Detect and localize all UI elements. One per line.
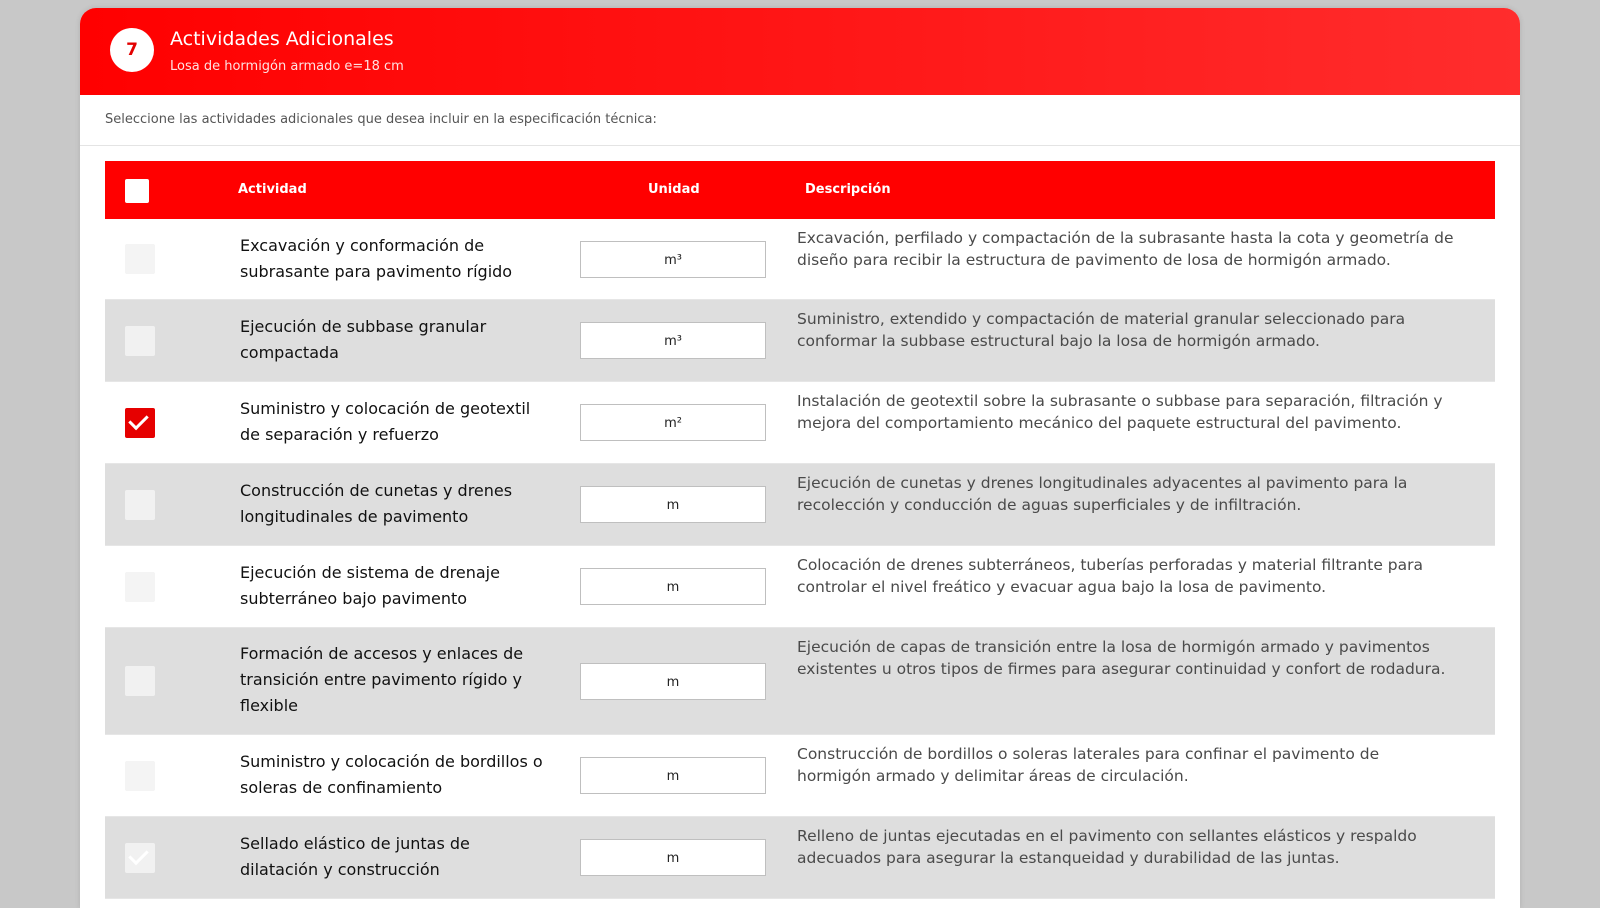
activity-name: Formación de accesos y enlaces de transición entre pavimento rígido y flexible [240, 644, 524, 715]
table-body [105, 219, 1495, 899]
unit-field[interactable]: m [580, 568, 766, 605]
unit-field[interactable]: m³ [580, 241, 766, 278]
column-header-description: Descripción [805, 182, 891, 197]
activity-name: Ejecución de sistema de drenaje subterráneo bajo pavimento [240, 563, 500, 608]
row-checkbox[interactable] [125, 761, 155, 791]
table-header [105, 161, 1495, 219]
activity-description: Construcción de bordillos o soleras laterales para confinar el pavimento de hormigón armado y delimitar áreas de circulación. [797, 745, 1380, 785]
row-checkbox[interactable] [125, 244, 155, 274]
unit-field[interactable]: m [580, 757, 766, 794]
activity-description: Colocación de drenes subterráneos, tuberías perforadas y material filtrante para controlar el nivel freático y evacuar agua bajo la losa de pavimento. [797, 556, 1424, 596]
row-checkbox[interactable] [125, 408, 155, 438]
activity-name: Construcción de cunetas y drenes longitudinales de pavimento [240, 481, 513, 526]
column-header-activity: Actividad [238, 182, 307, 197]
unit-field[interactable]: m [580, 663, 766, 700]
unit-field[interactable]: m³ [580, 322, 766, 359]
activity-name: Excavación y conformación de subrasante para pavimento rígido [240, 236, 513, 281]
activity-description: Suministro, extendido y compactación de material granular seleccionado para conformar la subbase estructural bajo la losa de hormigón armado. [797, 310, 1406, 350]
additional-activities-card [80, 8, 1520, 908]
activity-name: Ejecución de subbase granular compactada [240, 317, 487, 362]
section-subtitle: Losa de hormigón armado e=18 cm [170, 59, 404, 74]
unit-field[interactable]: m² [580, 404, 766, 441]
unit-field[interactable]: m [580, 486, 766, 523]
table-row [105, 628, 1495, 735]
row-checkbox[interactable] [125, 490, 155, 520]
table-row [105, 546, 1495, 628]
unit-field[interactable]: m [580, 839, 766, 876]
step-number-badge: 7 [110, 28, 154, 72]
activity-description: Ejecución de capas de transición entre la losa de hormigón armado y pavimentos existentes u otros tipos de firmes para asegurar continuidad y confort de rodadura. [797, 638, 1446, 678]
activity-description: Relleno de juntas ejecutadas en el pavimento con sellantes elásticos y respaldo adecuados para asegurar la estanqueidad y durabilidad de las juntas. [797, 827, 1417, 867]
row-checkbox[interactable] [125, 572, 155, 602]
row-checkbox[interactable] [125, 666, 155, 696]
table-row [105, 382, 1495, 464]
intro-text: Seleccione las actividades adicionales que desea incluir en la especificación técnica: [80, 95, 1520, 146]
activity-description: Instalación de geotextil sobre la subrasante o subbase para separación, filtración y mejora del comportamiento mecánico del paquete estructural del pavimento. [797, 392, 1443, 432]
activity-name: Suministro y colocación de geotextil de separación y refuerzo [240, 399, 531, 444]
section-title: Actividades Adicionales [170, 28, 394, 50]
row-checkbox[interactable] [125, 843, 155, 873]
activity-name: Suministro y colocación de bordillos o soleras de confinamiento [240, 752, 543, 797]
table-row [105, 464, 1495, 546]
table-row [105, 219, 1495, 300]
activity-name: Sellado elástico de juntas de dilatación y construcción [240, 834, 470, 879]
card-header [80, 8, 1520, 95]
activity-description: Ejecución de cunetas y drenes longitudinales adyacentes al pavimento para la recolección y conducción de aguas superficiales y de infiltración. [797, 474, 1408, 514]
activity-description: Excavación, perfilado y compactación de la subrasante hasta la cota y geometría de diseño para recibir la estructura de pavimento de losa de hormigón armado. [797, 229, 1454, 269]
row-checkbox[interactable] [125, 326, 155, 356]
table-row [105, 735, 1495, 817]
activities-table [105, 161, 1495, 899]
column-header-unit: Unidad [648, 182, 700, 197]
select-all-checkbox[interactable] [125, 179, 149, 203]
table-row [105, 817, 1495, 899]
table-row [105, 300, 1495, 382]
